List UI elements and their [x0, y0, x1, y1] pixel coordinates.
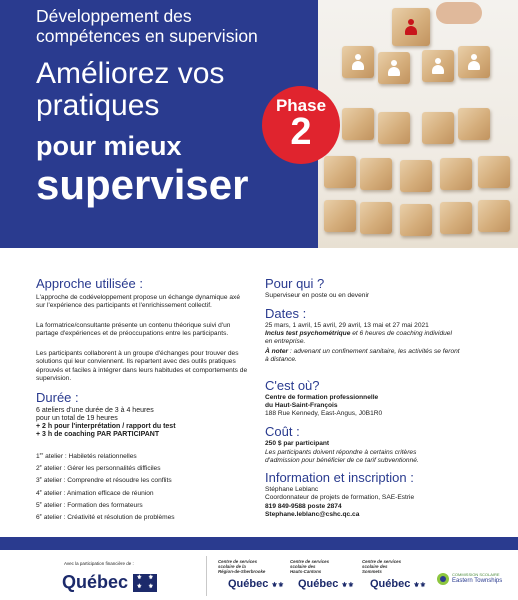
hero-title-line2: pratiques: [36, 89, 160, 122]
fleurdelis-icon: ⚜⚜: [413, 582, 426, 589]
dates-line1: 25 mars, 1 avril, 15 avril, 29 avril, 13 mai et 27 mai 2021: [265, 322, 429, 329]
info-phone: 819 849-9588 poste 2874: [265, 503, 342, 510]
cube: [360, 202, 392, 234]
cube: [458, 46, 490, 78]
duree-line4: + 3 h de coaching PAR PARTICIPANT: [36, 431, 160, 438]
footer-band: [0, 537, 518, 550]
dates-note-line2: à distance.: [265, 356, 297, 363]
cube: [478, 200, 510, 232]
cube: [422, 50, 454, 82]
approche-heading: Approche utilisée :: [36, 276, 143, 291]
cube: [458, 108, 490, 140]
hero-title-line1: Améliorez vos: [36, 57, 225, 90]
hero-title-line3: pour mieux: [36, 131, 182, 161]
atelier-item: 5e atelier : Formation des formateurs: [36, 500, 143, 510]
phase-badge: [262, 86, 340, 164]
cube: [324, 156, 356, 188]
css-sommets-label: Centre de services scolaire des Sommets: [362, 559, 402, 574]
fleurdelis-icon: ⚜⚜: [341, 582, 354, 589]
approche-p2: La formatrice/consultante présente un contenu théorique suivi d'un partage d'expériences et de préoccupations entre les participants.: [36, 322, 231, 338]
cube: [378, 52, 410, 84]
person-icon: [431, 58, 445, 74]
pourqui-heading: Pour qui ?: [265, 276, 325, 291]
cout-line3: d'admission pour bénéficier de ce tarif subventionné.: [265, 457, 419, 464]
cube: [400, 160, 432, 192]
approche-p1: L'approche de codéveloppement propose un échange dynamique axé sur l'expérience des participants et l'enrichissement collectif.: [36, 294, 240, 310]
atelier-item: 4e atelier : Animation efficace de réunion: [36, 488, 154, 498]
program-subtitle: Développement des compétences en supervision: [36, 6, 258, 46]
participation-text: Avec la participation financière de :: [64, 561, 134, 566]
cube: [342, 108, 374, 140]
fleurdelis-icon: ⚜ ⚜ ⚜ ⚜: [133, 574, 157, 592]
info-role: Coordonnateur de projets de formation, SAE-Estrie: [265, 494, 415, 501]
cube: [478, 156, 510, 188]
quebec-logo-small: Québec ⚜⚜: [298, 578, 354, 590]
atelier-item: 1er atelier : Habiletés relationnelles: [36, 451, 137, 461]
duree-line2: pour un total de 19 heures: [36, 415, 118, 422]
cube: [360, 158, 392, 190]
eastern-townships-logo-icon: [436, 572, 450, 586]
cube: [440, 158, 472, 190]
top-cube: [392, 8, 430, 46]
pourqui-text: Superviseur en poste ou en devenir: [265, 292, 370, 299]
cube: [342, 46, 374, 78]
atelier-item: 6e atelier : Créativité et résolution de problèmes: [36, 512, 175, 522]
person-icon: [351, 54, 365, 70]
dates-line3: en entreprise.: [265, 338, 306, 345]
atelier-item: 2e atelier : Gérer les personnalités difficiles: [36, 463, 161, 473]
footer-divider: [206, 556, 207, 596]
atelier-item: 3e atelier : Comprendre et résoudre les conflits: [36, 475, 172, 485]
fleurdelis-icon: ⚜⚜: [271, 582, 284, 589]
css-sherbrooke-label: Centre de services scolaire de la Région-de-Sherbrooke: [218, 559, 266, 574]
cout-line1: 250 $ par participant: [265, 440, 330, 447]
cube: [422, 112, 454, 144]
cube: [400, 204, 432, 236]
duree-line1: 6 ateliers d'une durée de 3 à 4 heures: [36, 407, 154, 414]
quebec-logo-small: Québec ⚜⚜: [370, 578, 426, 590]
dates-line2: Inclus test psychométrique et 6 heures de coaching individuel: [265, 330, 452, 337]
hero-banner: [0, 0, 518, 248]
approche-p3: Les participants collaborent à un groupe d'échanges pour trouver des solutions qui leur conviennent. Ils repartent avec des outils pratiques éprouvés et faciles à intégrer dans leurs habitudes et comportements de supervision.: [36, 350, 248, 382]
hero-title-line4: superviser: [36, 161, 249, 208]
css-hauts-cantons-label: Centre de services scolaire des Hauts-Cantons: [290, 559, 330, 574]
quebec-logo-small: Québec ⚜⚜: [228, 578, 284, 590]
duree-heading: Durée :: [36, 390, 79, 405]
red-person-icon: [404, 19, 418, 35]
person-icon: [467, 54, 481, 70]
cestou-line3: 188 Rue Kennedy, East-Angus, J0B1R0: [265, 410, 383, 417]
duree-line3: + 2 h pour l'interprétation / rapport du test: [36, 423, 176, 430]
quebec-logo: Québec ⚜ ⚜ ⚜ ⚜: [62, 572, 157, 592]
badge-label: Phase: [275, 96, 327, 115]
info-heading: Information et inscription :: [265, 470, 414, 485]
info-email[interactable]: Stephane.leblanc@cshc.qc.ca: [265, 511, 360, 518]
cestou-line2: du Haut-Saint-François: [265, 402, 338, 409]
cube: [324, 200, 356, 232]
cout-line2: Les participants doivent répondre à certains critères: [265, 449, 417, 456]
hand-image: [436, 2, 482, 24]
dates-note: À noter : advenant un confinement sanitaire, les activités se feront: [265, 348, 460, 355]
cestou-heading: C'est où?: [265, 378, 320, 393]
cubes-photo: [318, 0, 518, 248]
cube: [378, 112, 410, 144]
cube: [440, 202, 472, 234]
dates-heading: Dates :: [265, 306, 307, 321]
info-name: Stéphane Leblanc: [265, 486, 319, 493]
badge-number: 2: [290, 111, 312, 153]
eastern-townships-label: COMMISSION SCOLAIRE Eastern Townships: [452, 572, 503, 584]
cout-heading: Coût :: [265, 424, 300, 439]
person-icon: [387, 60, 401, 76]
cestou-line1: Centre de formation professionnelle: [265, 394, 379, 401]
